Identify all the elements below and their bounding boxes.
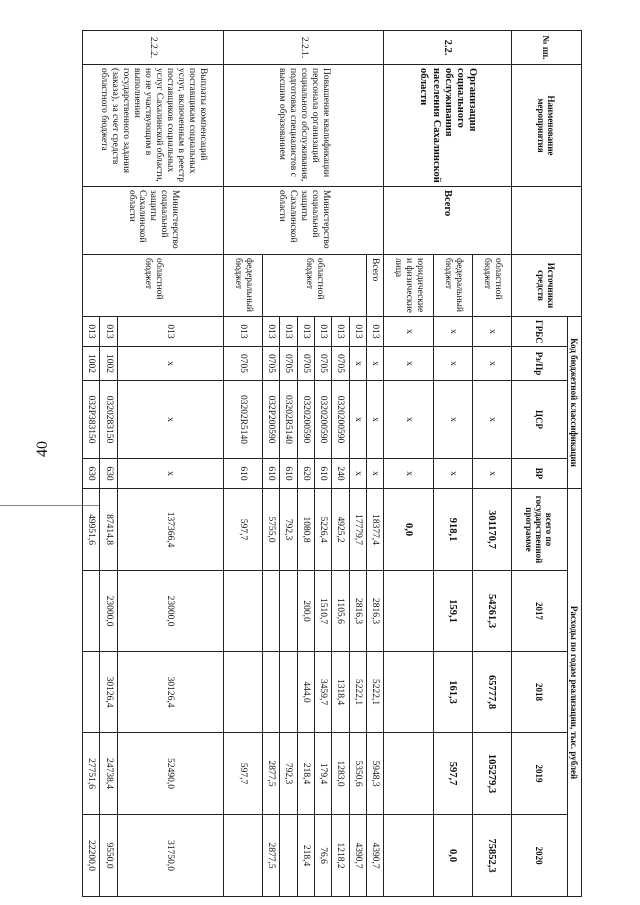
rzpr-cell: х: [117, 347, 223, 381]
table-row: [117, 31, 223, 897]
grbs-cell: 013: [332, 317, 349, 347]
executor-label: Министерство социальной защиты Сахалинской области: [83, 187, 224, 255]
header-2020: 2020: [512, 815, 568, 897]
y2020-cell: 218,4: [297, 815, 314, 897]
y2017-cell: 2816,3: [366, 571, 383, 652]
total-cell: 87414,8: [100, 489, 117, 571]
grbs-cell: 013: [366, 317, 383, 347]
rzpr-cell: 0705: [314, 347, 331, 381]
total-cell: 301170,7: [473, 489, 512, 571]
y2017-cell: [262, 571, 279, 652]
measure-name: Организация социального обслуживания населения Сахалинской области: [384, 65, 512, 187]
y2018-cell: [223, 652, 262, 733]
csr-cell: х: [349, 381, 366, 459]
rzpr-cell: х: [384, 347, 434, 381]
y2019-cell: 1283,0: [332, 733, 349, 815]
row-number: 2.2.1.: [223, 31, 383, 65]
y2018-cell: [83, 652, 100, 733]
budget-table: [82, 30, 582, 897]
grbs-cell: 013: [100, 317, 117, 347]
grbs-cell: 013: [117, 317, 223, 347]
y2017-cell: 23000,0: [100, 571, 117, 652]
y2017-cell: [384, 571, 434, 652]
row-number: 2.2.: [384, 31, 512, 65]
y2017-cell: 159,1: [434, 571, 473, 652]
y2020-cell: [223, 815, 262, 897]
y2020-cell: 76,6: [314, 815, 331, 897]
grbs-cell: 013: [297, 317, 314, 347]
y2018-cell: [262, 652, 279, 733]
header-kbk-group: Код бюджетной классификации: [568, 317, 582, 489]
y2018-cell: 3459,7: [314, 652, 331, 733]
total-cell: 792,3: [280, 489, 297, 571]
y2020-cell: 0,0: [434, 815, 473, 897]
csr-cell: х: [117, 381, 223, 459]
csr-cell: 0320200590: [314, 381, 331, 459]
vr-cell: 620: [297, 459, 314, 489]
y2018-cell: 30126,4: [100, 652, 117, 733]
y2018-cell: 1318,4: [332, 652, 349, 733]
grbs-cell: х: [434, 317, 473, 347]
total-cell: 918,1: [434, 489, 473, 571]
y2020-cell: 1218,2: [332, 815, 349, 897]
header-2018: 2018: [512, 652, 568, 733]
total-cell: 0,0: [384, 489, 434, 571]
y2020-cell: 2877,5: [262, 815, 279, 897]
y2020-cell: 22200,0: [83, 815, 100, 897]
y2017-cell: [223, 571, 262, 652]
vr-cell: 610: [314, 459, 331, 489]
source-cell: областной бюджет: [83, 255, 224, 317]
csr-cell: 032P200590: [262, 381, 279, 459]
source-cell: областной бюджет: [262, 255, 366, 317]
total-cell: 137366,4: [117, 489, 223, 571]
y2017-cell: 54261,3: [473, 571, 512, 652]
csr-cell: 03202R5140: [223, 381, 262, 459]
table-row: [473, 31, 512, 897]
grbs-cell: 013: [349, 317, 366, 347]
y2020-cell: 75852,3: [473, 815, 512, 897]
vr-cell: 630: [100, 459, 117, 489]
total-cell: 597,7: [223, 489, 262, 571]
rzpr-cell: 0705: [297, 347, 314, 381]
y2017-cell: 1105,6: [332, 571, 349, 652]
grbs-cell: 013: [262, 317, 279, 347]
grbs-cell: 013: [223, 317, 262, 347]
y2019-cell: 597,7: [434, 733, 473, 815]
header-source: Источники средств: [512, 255, 582, 317]
total-cell: 18377,4: [366, 489, 383, 571]
grbs-cell: 013: [83, 317, 100, 347]
vr-cell: х: [434, 459, 473, 489]
y2019-cell: 792,3: [280, 733, 297, 815]
vr-cell: 610: [262, 459, 279, 489]
csr-cell: 0320200590: [332, 381, 349, 459]
rzpr-cell: х: [349, 347, 366, 381]
vr-cell: х: [384, 459, 434, 489]
vr-cell: х: [117, 459, 223, 489]
csr-cell: 032P383150: [83, 381, 100, 459]
y2018-cell: 5222,1: [349, 652, 366, 733]
source-cell: областной бюджет: [473, 255, 512, 317]
page-number: 40: [34, 441, 51, 457]
vr-cell: х: [473, 459, 512, 489]
measure-name: Повышение квалификации персонала организаций социального обслуживания, подготовка специалистов с высшим образованием: [223, 65, 383, 187]
y2019-cell: 24738,4: [100, 733, 117, 815]
y2020-cell: [280, 815, 297, 897]
rzpr-cell: 0705: [332, 347, 349, 381]
total-cell: 17779,7: [349, 489, 366, 571]
vr-cell: х: [349, 459, 366, 489]
y2020-cell: [384, 815, 434, 897]
source-cell: федеральный бюджет: [223, 255, 262, 317]
grbs-cell: 013: [280, 317, 297, 347]
y2018-cell: 161,3: [434, 652, 473, 733]
vr-cell: 610: [223, 459, 262, 489]
header-expenses-group: Расходы по годам реализации, тыс. рублей: [568, 489, 582, 897]
vr-cell: 610: [280, 459, 297, 489]
y2017-cell: 200,0: [297, 571, 314, 652]
table-row: [366, 31, 383, 897]
header-name: Наименование мероприятия: [512, 65, 582, 187]
rzpr-cell: 0705: [280, 347, 297, 381]
csr-cell: 0320283150: [100, 381, 117, 459]
y2019-cell: 2877,5: [262, 733, 279, 815]
y2018-cell: [280, 652, 297, 733]
y2019-cell: 5350,6: [349, 733, 366, 815]
header-2017: 2017: [512, 571, 568, 652]
header-csr: ЦСР: [512, 381, 568, 459]
rzpr-cell: 1002: [83, 347, 100, 381]
header-num: № пп.: [512, 31, 582, 65]
y2018-cell: 444,0: [297, 652, 314, 733]
header-total: всего по государственной программе: [512, 489, 568, 571]
rzpr-cell: 0705: [223, 347, 262, 381]
source-cell: федеральный бюджет: [434, 255, 473, 317]
grbs-cell: 013: [314, 317, 331, 347]
vr-cell: 630: [83, 459, 100, 489]
rzpr-cell: 1002: [100, 347, 117, 381]
y2019-cell: [384, 733, 434, 815]
total-cell: 4925,2: [332, 489, 349, 571]
header-2019: 2019: [512, 733, 568, 815]
grbs-cell: х: [384, 317, 434, 347]
executor-label: Всего: [384, 187, 512, 255]
vr-cell: 240: [332, 459, 349, 489]
y2018-cell: 5222,1: [366, 652, 383, 733]
csr-cell: 03202R5140: [280, 381, 297, 459]
y2018-cell: 65777,8: [473, 652, 512, 733]
rzpr-cell: х: [434, 347, 473, 381]
y2019-cell: 5948,3: [366, 733, 383, 815]
rzpr-cell: х: [473, 347, 512, 381]
y2019-cell: 597,7: [223, 733, 262, 815]
y2017-cell: 23000,0: [117, 571, 223, 652]
y2020-cell: 9550,0: [100, 815, 117, 897]
rzpr-cell: х: [366, 347, 383, 381]
vr-cell: х: [366, 459, 383, 489]
row-number: 2.2.2.: [83, 31, 224, 65]
header-vr: ВР: [512, 459, 568, 489]
header-grbs: ГРБС: [512, 317, 568, 347]
rotated-table-wrapper: [82, 30, 582, 896]
y2019-cell: 27751,6: [83, 733, 100, 815]
y2018-cell: [384, 652, 434, 733]
source-cell: юридические и физические лица: [384, 255, 434, 317]
y2017-cell: [280, 571, 297, 652]
csr-cell: 0320200590: [297, 381, 314, 459]
y2019-cell: 52490,0: [117, 733, 223, 815]
source-cell: Всего: [366, 255, 383, 317]
y2018-cell: 30126,4: [117, 652, 223, 733]
y2019-cell: 105279,3: [473, 733, 512, 815]
header-executor: [512, 187, 582, 255]
csr-cell: х: [434, 381, 473, 459]
csr-cell: х: [384, 381, 434, 459]
y2019-cell: 179,4: [314, 733, 331, 815]
executor-label: Министерство социальной защиты Сахалинской области: [223, 187, 383, 255]
y2017-cell: 1510,7: [314, 571, 331, 652]
header-rzpr: Рз/Пр: [512, 347, 568, 381]
total-cell: 1080,8: [297, 489, 314, 571]
y2020-cell: 31750,0: [117, 815, 223, 897]
total-cell: 49951,6: [83, 489, 100, 571]
csr-cell: х: [473, 381, 512, 459]
total-cell: 5226,4: [314, 489, 331, 571]
measure-name: Выплаты компенсаций поставщикам социальных услуг, включенным в реестр поставщиков социальных услуг Сахалинской области, но не участвующим в выполнении государственного задания (заказа), за счет средств областного бюджета: [83, 65, 224, 187]
y2020-cell: 4390,7: [349, 815, 366, 897]
y2017-cell: [83, 571, 100, 652]
y2020-cell: 4390,7: [366, 815, 383, 897]
grbs-cell: х: [473, 317, 512, 347]
total-cell: 5755,0: [262, 489, 279, 571]
y2017-cell: 2816,3: [349, 571, 366, 652]
csr-cell: х: [366, 381, 383, 459]
y2019-cell: 218,4: [297, 733, 314, 815]
rzpr-cell: 0705: [262, 347, 279, 381]
